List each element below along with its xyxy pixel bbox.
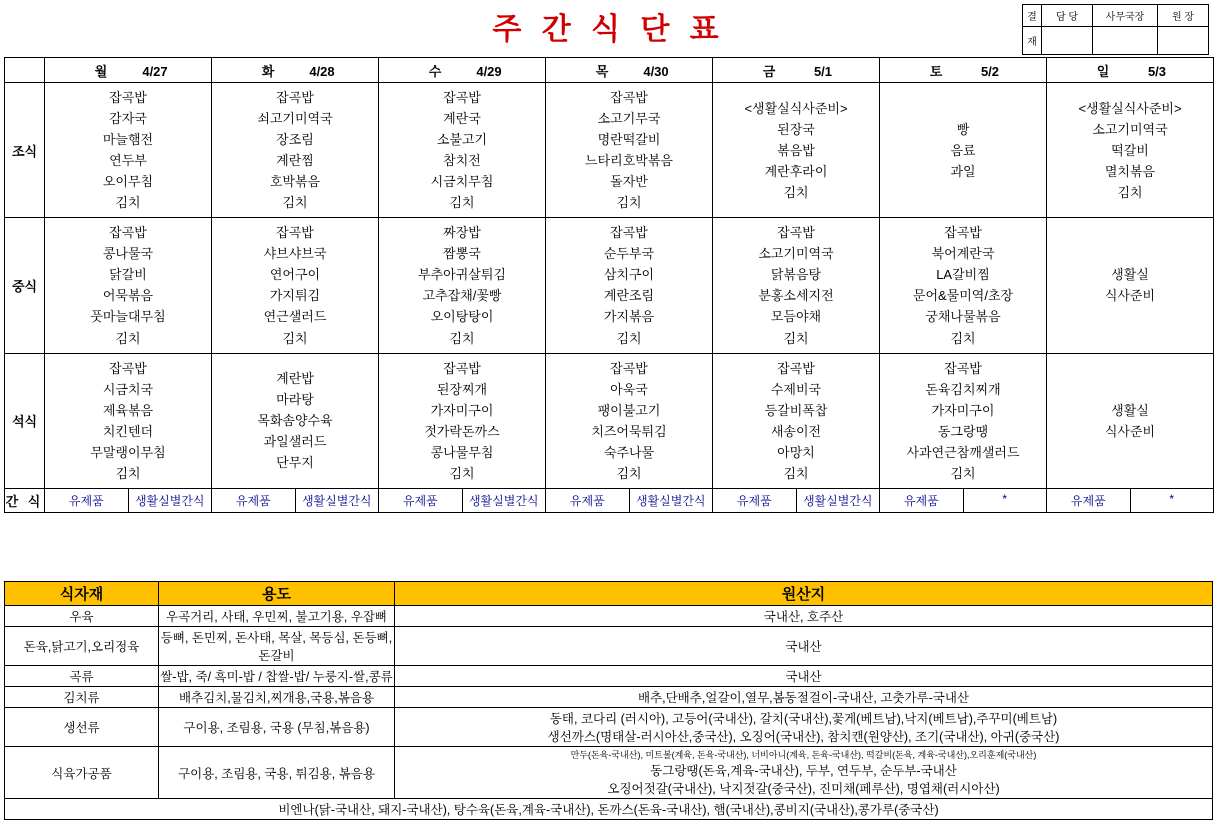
menu-item: 계란밥 (276, 371, 314, 387)
menu-item: 콩나물무침 (430, 444, 494, 460)
meal-cell-0-4 (713, 83, 880, 218)
origin-row-4 (5, 708, 1213, 747)
menu-item: 잡곡밥 (777, 225, 815, 241)
meal-cell-2-4 (713, 353, 880, 488)
origin-row-5 (5, 747, 1213, 799)
menu-item: 돈육김치찌개 (925, 381, 1001, 397)
day-header-5 (880, 58, 1047, 83)
origin-origin-5 (395, 747, 1213, 799)
snack-item-2-1: 생활실별간식 (468, 493, 539, 508)
day-date-4: 5/1 (813, 63, 833, 79)
menu-item: 잡곡밥 (610, 225, 648, 241)
meal-cell-2-3 (546, 353, 713, 488)
meal-cell-0-3 (546, 83, 713, 218)
menu-item: 식사준비 (1104, 423, 1156, 439)
menu-item: 순두부국 (603, 246, 655, 262)
menu-item: 김치 (449, 465, 475, 481)
origin-origin-5-line-1: 동그랑땡(돈육,계육-국내산), 두부, 연두부, 순두부-국내산 (650, 764, 957, 778)
menu-item: 가자미구이 (430, 402, 494, 418)
origin-use-2: 쌀-밥, 죽/ 흑미-밥 / 찹쌀-밥/ 누룽지-쌀,콩류 (159, 666, 395, 687)
day-weekday-3: 목 (595, 63, 609, 79)
menu-item: 삼치구이 (603, 267, 655, 283)
menu-item: 아욱국 (610, 381, 648, 397)
meal-cell-1-1 (212, 218, 379, 353)
day-header-row (5, 58, 1214, 83)
menu-item: 어묵볶음 (102, 288, 154, 304)
menu-item: 계란후라이 (764, 163, 828, 179)
origin-item-1: 돈육,닭고기,오리정육 (5, 627, 159, 666)
day-weekday-5: 토 (929, 63, 943, 79)
approval-sign-2 (1093, 27, 1158, 55)
menu-item: 가지볶음 (603, 309, 655, 325)
menu-item: 등갈비폭찹 (764, 402, 828, 418)
day-weekday-1: 화 (261, 63, 275, 79)
meal-cell-0-2 (379, 83, 546, 218)
menu-item: 목화솜양수육 (257, 413, 333, 429)
day-date-6: 5/3 (1147, 63, 1167, 79)
menu-item: 숙주나물 (603, 444, 655, 460)
menu-item: 된장찌개 (436, 381, 488, 397)
snack-item-1-0: 유제품 (212, 489, 296, 512)
menu-item: 소고기미역국 (758, 246, 834, 262)
menu-item: 소고기미역국 (1092, 121, 1168, 137)
approval-label-1: 결 (1023, 5, 1042, 27)
menu-item: 잡곡밥 (109, 225, 147, 241)
day-date-0: 4/27 (142, 63, 168, 79)
menu-item: LA갈비찜 (936, 267, 990, 283)
origin-row-3 (5, 687, 1213, 708)
origin-table (4, 581, 1213, 820)
menu-item: 김치 (783, 330, 809, 346)
menu-item: 연어구이 (269, 267, 321, 283)
day-date-2: 4/29 (476, 63, 502, 79)
menu-item: 김치 (616, 195, 642, 211)
snack-item-6-1: * (1169, 491, 1175, 506)
snack-item-4-0: 유제품 (713, 489, 797, 512)
menu-item: 볶음밥 (777, 142, 815, 158)
meal-label-2: 석식 (5, 353, 45, 488)
meal-cell-1-0 (45, 218, 212, 353)
menu-item: 문어&물미역/초장 (912, 288, 1014, 304)
menu-item: 사과연근참깨샐러드 (906, 444, 1020, 460)
meal-cell-0-0 (45, 83, 212, 218)
origin-origin-3: 배추,단배추,얼갈이,열무,봄동절걸이-국내산, 고춧가루-국내산 (395, 687, 1213, 708)
meal-cell-1-3 (546, 218, 713, 353)
meal-cell-2-5 (880, 353, 1047, 488)
menu-item: 잡곡밥 (276, 90, 314, 105)
day-weekday-4: 금 (762, 63, 776, 79)
menu-item: 부추아귀살튀김 (418, 267, 506, 283)
menu-item: 잡곡밥 (109, 90, 147, 105)
origin-origin-4 (395, 708, 1213, 747)
snack-item-5-0: 유제품 (880, 489, 964, 512)
menu-item: 잡곡밥 (944, 360, 982, 376)
menu-item: 오이무침 (102, 174, 154, 190)
meal-cell-2-1 (212, 353, 379, 488)
menu-item: 제육볶음 (102, 402, 154, 418)
menu-item: 계란찜 (276, 153, 314, 169)
menu-item: 빵 (956, 121, 970, 137)
menu-item: <생활실식사준비> (1078, 100, 1182, 116)
menu-item: 감자국 (109, 111, 147, 127)
menu-item: 김치 (115, 330, 141, 346)
day-header-4 (713, 58, 880, 83)
menu-item: 멸치볶음 (1104, 163, 1156, 179)
menu-item: 오이탕탕이 (430, 309, 494, 325)
menu-item: 계란국 (443, 111, 481, 127)
menu-item: 명란떡갈비 (597, 132, 661, 148)
meal-cell-0-1 (212, 83, 379, 218)
menu-item: 고추잡채/꽃빵 (422, 288, 502, 304)
menu-item: 가자미구이 (931, 402, 995, 418)
menu-item: 동그랑땡 (937, 423, 989, 439)
menu-item: 콩나물국 (102, 246, 154, 262)
origin-header-origin: 원산지 (395, 582, 1213, 606)
day-weekday-0: 월 (94, 63, 108, 79)
menu-item: 모듬야채 (770, 309, 822, 325)
origin-item-0: 우육 (5, 606, 159, 627)
day-weekday-6: 일 (1096, 63, 1110, 79)
menu-item: 시금치무침 (430, 174, 494, 190)
approval-sign-3 (1158, 27, 1209, 55)
menu-item: 김치 (449, 195, 475, 211)
origin-origin-4-line-1: 생선까스(명태살-러시아산,중국산), 오징어(국내산), 참치캔(원양산), 조기(국내산), 아귀(중국산) (547, 730, 1060, 744)
menu-item: 새송이전 (770, 423, 822, 439)
menu-item: 생활실 (1111, 267, 1149, 283)
origin-item-3: 김치류 (5, 687, 159, 708)
snack-cell-1 (212, 488, 379, 512)
day-weekday-2: 수 (428, 63, 442, 79)
origin-row-2 (5, 666, 1213, 687)
menu-item: 소고기무국 (597, 111, 661, 127)
menu-table (4, 57, 1214, 513)
origin-row-1 (5, 627, 1213, 666)
menu-item: 잡곡밥 (276, 225, 314, 241)
snack-cell-3 (546, 488, 713, 512)
menu-item: 닭갈비 (109, 267, 147, 283)
origin-footer: 비엔나(닭-국내산, 돼지-국내산), 탕수육(돈육,계육-국내산), 돈까스(돈육-국내산), 햄(국내산),콩비지(국내산),콩가루(중국산) (5, 799, 1213, 820)
menu-item: 식사준비 (1104, 288, 1156, 304)
menu-item: 시금치국 (102, 381, 154, 397)
meal-cell-0-5 (880, 83, 1047, 218)
menu-item: 팽이불고기 (597, 402, 661, 418)
snack-label: 간 식 (5, 488, 45, 512)
origin-footer-row (5, 799, 1213, 820)
day-date-1: 4/28 (309, 63, 335, 79)
origin-use-0: 우곡거리, 사태, 우민찌, 불고기용, 우잡뼈 (159, 606, 395, 627)
menu-item: 과일샐러드 (263, 434, 327, 450)
menu-item: 김치 (783, 184, 809, 200)
approval-col-3: 원 장 (1158, 5, 1209, 27)
menu-item: 호박볶음 (269, 174, 321, 190)
menu-item: 김치 (282, 195, 308, 211)
approval-col-2: 사무국장 (1093, 5, 1158, 27)
menu-item: 잡곡밥 (610, 360, 648, 376)
menu-item: 김치 (616, 465, 642, 481)
menu-item: 치킨텐더 (102, 423, 154, 439)
menu-item: 김치 (115, 465, 141, 481)
approval-sign-1 (1042, 27, 1093, 55)
menu-item: 음료 (950, 142, 976, 158)
snack-cell-2 (379, 488, 546, 512)
menu-item: 젓가락돈까스 (424, 423, 500, 439)
menu-item: 연두부 (109, 153, 147, 169)
menu-item: 김치 (950, 465, 976, 481)
day-date-5: 5/2 (980, 63, 1000, 79)
origin-item-2: 곡류 (5, 666, 159, 687)
snack-item-3-1: 생활실별간식 (635, 493, 706, 508)
day-date-3: 4/30 (643, 63, 669, 79)
meal-row-lunch (5, 218, 1214, 353)
menu-item: 단무지 (276, 455, 314, 471)
meal-cell-2-2 (379, 353, 546, 488)
menu-item: 수제비국 (770, 381, 822, 397)
menu-item: 닭볶음탕 (770, 267, 822, 283)
origin-origin-1: 국내산 (395, 627, 1213, 666)
snack-item-1-1: 생활실별간식 (301, 493, 372, 508)
day-header-1 (212, 58, 379, 83)
origin-origin-0: 국내산, 호주산 (395, 606, 1213, 627)
snack-cell-6 (1047, 488, 1214, 512)
day-header-2 (379, 58, 546, 83)
menu-item: 된장국 (777, 121, 815, 137)
menu-item: 마라탕 (276, 392, 314, 408)
snack-item-4-1: 생활실별간식 (802, 493, 873, 508)
menu-item: <생활실식사준비> (744, 100, 848, 116)
menu-item: 김치 (115, 195, 141, 211)
menu-item: 김치 (1117, 184, 1143, 200)
menu-item: 김치 (783, 465, 809, 481)
origin-use-4: 구이용, 조림용, 국용 (무침,볶음용) (159, 708, 395, 747)
menu-item: 김치 (282, 330, 308, 346)
origin-origin-5-line-2: 오징어젓갈(국내산), 낙지젓갈(중국산), 진미채(페루산), 명엽채(러시아산) (607, 782, 1000, 796)
origin-origin-2: 국내산 (395, 666, 1213, 687)
meal-row-dinner (5, 353, 1214, 488)
snack-item-2-0: 유제품 (379, 489, 463, 512)
menu-item: 짬뽕국 (443, 246, 481, 262)
menu-item: 잡곡밥 (443, 90, 481, 105)
meal-cell-1-4 (713, 218, 880, 353)
menu-item: 잡곡밥 (443, 360, 481, 376)
approval-col-1: 담 당 (1042, 5, 1093, 27)
corner-cell (5, 58, 45, 83)
snack-item-0-0: 유제품 (45, 489, 129, 512)
snack-cell-5 (880, 488, 1047, 512)
origin-use-1: 등뼈, 돈민찌, 돈사태, 목살, 목등심, 돈등뼈, 돈갈비 (159, 627, 395, 666)
snack-item-6-0: 유제품 (1047, 489, 1131, 512)
menu-item: 궁채나물볶음 (925, 309, 1001, 325)
meal-cell-2-6 (1047, 353, 1214, 488)
meal-label-0: 조식 (5, 83, 45, 218)
origin-item-5: 식육가공품 (5, 747, 159, 799)
menu-item: 샤브샤브국 (263, 246, 327, 262)
menu-item: 북어계란국 (931, 246, 995, 262)
menu-item: 계란조림 (603, 288, 655, 304)
meal-cell-0-6 (1047, 83, 1214, 218)
snack-cell-0 (45, 488, 212, 512)
meal-label-1: 중식 (5, 218, 45, 353)
meal-cell-2-0 (45, 353, 212, 488)
menu-item: 풋마늘대무침 (90, 309, 166, 325)
menu-item: 과일 (950, 163, 976, 179)
origin-row-0 (5, 606, 1213, 627)
menu-item: 생활실 (1111, 402, 1149, 418)
menu-item: 가지튀김 (269, 288, 321, 304)
menu-item: 김치 (616, 330, 642, 346)
snack-item-5-1: * (1002, 491, 1008, 506)
origin-header-row (5, 582, 1213, 606)
menu-item: 잡곡밥 (109, 360, 147, 376)
origin-use-5: 구이용, 조림용, 국용, 튀김용, 볶음용 (159, 747, 395, 799)
menu-item: 떡갈비 (1111, 142, 1149, 158)
menu-item: 마늘햄전 (102, 132, 154, 148)
snack-cell-4 (713, 488, 880, 512)
menu-item: 연근샐러드 (263, 309, 327, 325)
menu-item: 잡곡밥 (610, 90, 648, 105)
menu-item: 잡곡밥 (944, 225, 982, 241)
snack-item-3-0: 유제품 (546, 489, 630, 512)
day-header-3 (546, 58, 713, 83)
meal-row-breakfast (5, 83, 1214, 218)
menu-item: 잡곡밥 (777, 360, 815, 376)
menu-item: 쇠고기미역국 (257, 111, 333, 127)
menu-item: 돌자반 (610, 174, 648, 190)
meal-cell-1-2 (379, 218, 546, 353)
origin-origin-4-line-0: 동태, 코다리 (러시아), 고등어(국내산), 갈치(국내산),꽃게(베트남),낙지(베트남),주꾸미(베트남) (549, 712, 1058, 726)
snack-item-0-1: 생활실별간식 (134, 493, 205, 508)
origin-header-item: 식자재 (5, 582, 159, 606)
approval-label-2: 재 (1023, 27, 1042, 55)
menu-item: 분홍소세지전 (758, 288, 834, 304)
menu-item: 김치 (449, 330, 475, 346)
meal-cell-1-5 (880, 218, 1047, 353)
menu-item: 치즈어묵튀김 (591, 423, 667, 439)
meal-cell-1-6 (1047, 218, 1214, 353)
origin-item-4: 생선류 (5, 708, 159, 747)
menu-item: 느타리호박볶음 (585, 153, 673, 169)
menu-item: 짜장밥 (443, 225, 481, 241)
day-header-0 (45, 58, 212, 83)
origin-header-use: 용도 (159, 582, 395, 606)
day-header-6 (1047, 58, 1214, 83)
menu-item: 소불고기 (436, 132, 488, 148)
menu-item: 아망치 (777, 444, 815, 460)
approval-stamp-box (1022, 4, 1209, 55)
menu-item: 참치전 (443, 153, 481, 169)
page-title: 주 간 식 단 표 (492, 13, 725, 46)
origin-use-3: 배추김치,물김치,찌개용,국용,볶음용 (159, 687, 395, 708)
menu-item: 장조림 (276, 132, 314, 148)
snack-row (5, 488, 1214, 512)
menu-item: 김치 (950, 330, 976, 346)
origin-origin-5-line-0: 만두(돈육-국내산), 미트볼(계육, 돈육-국내산), 너비아니(계육, 돈육-국내산), 떡갈비(돈육, 계육-국내산),오리훈제(국내산) (570, 750, 1037, 760)
menu-item: 무말랭이무침 (90, 444, 166, 460)
